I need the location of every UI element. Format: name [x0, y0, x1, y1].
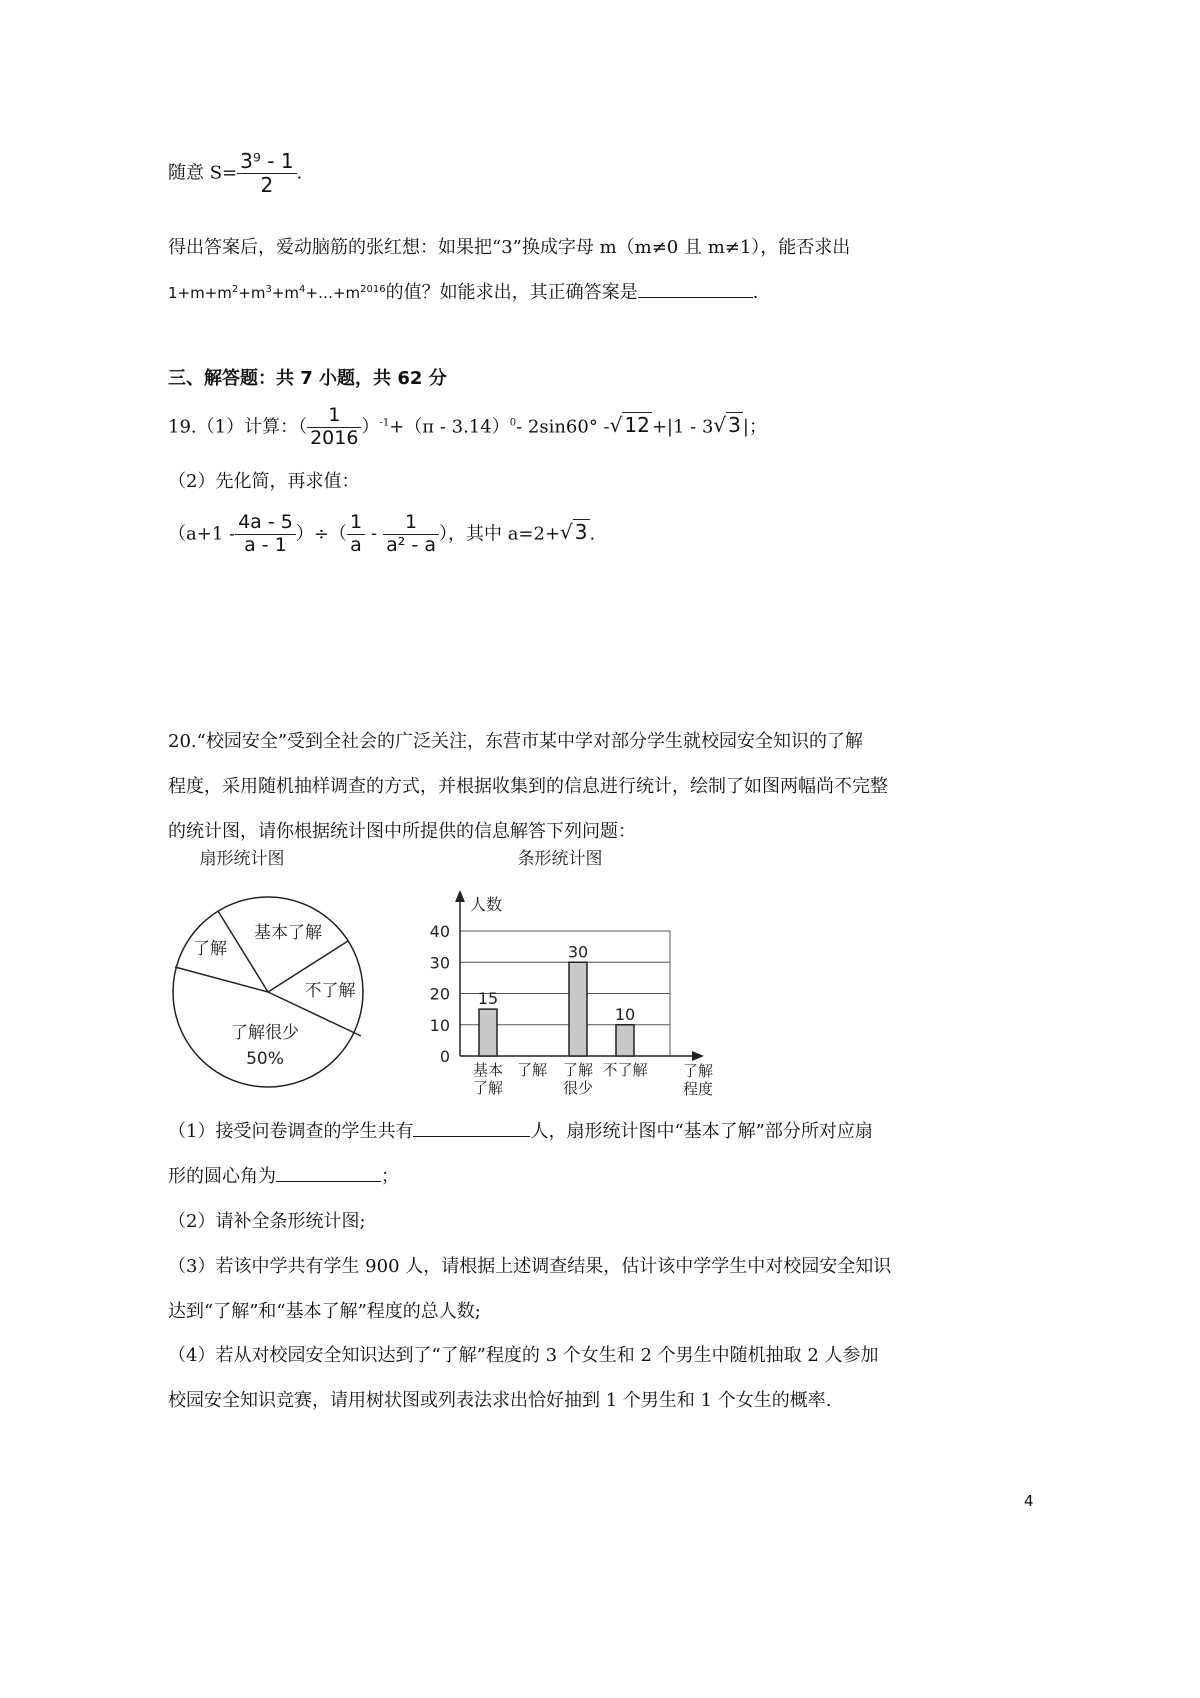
bar-x-axis-arrow [692, 1051, 704, 1061]
q20-sub3-line1: （3）若该中学共有学生 900 人，请根据上述调查结果，估计该中学学生中对校园安全知识 [168, 1256, 892, 1277]
expr-part: （a+1 - [168, 523, 236, 545]
bar-y-axis-arrow [455, 890, 465, 902]
bar-chart [430, 890, 713, 1098]
series-sup: 3 [265, 284, 272, 295]
series-part: +m [238, 284, 266, 302]
sqrt-3: √ 3 [560, 520, 588, 545]
q20-sub1-line2 [168, 1162, 399, 1188]
bar-x-axis-label: 了解 [682, 1062, 714, 1080]
q20-sub4-line2: 校园安全知识竞赛，请用树状图或列表法求出恰好抽到 1 个男生和 1 个女生的概率. [168, 1390, 832, 1411]
s-prefix: 随意 S= [168, 162, 238, 184]
series-expression [168, 284, 386, 302]
bar-category-label: 基本 [472, 1061, 504, 1079]
bar-category-label: 了解 [516, 1061, 548, 1079]
series-part: 1+m+m [168, 284, 232, 302]
radicand: 3 [574, 520, 588, 545]
page-number: 4 [1024, 1492, 1034, 1510]
bar-category-label: 不了解 [602, 1061, 648, 1079]
s-fraction-denominator: 2 [260, 173, 274, 197]
q18-end: . [752, 282, 759, 303]
q19-frac-den: 2016 [310, 426, 359, 449]
q18-line3 [168, 278, 758, 304]
q20-sub3-line2: 达到“了解”和“基本了解”程度的总人数; [168, 1301, 481, 1322]
pie-title: 扇形统计图 [199, 849, 285, 869]
bar-category-label: 了解 [562, 1061, 594, 1079]
bar-y-tick-label: 30 [429, 953, 450, 973]
q18-question: 的值？如能求出，其正确答案是 [385, 282, 638, 303]
q19-label: 19.（1）计算：（ [168, 416, 308, 438]
sub1-text: （1）接受问卷调查的学生共有 [168, 1121, 414, 1142]
q19-term: +（π - 3.14） [389, 416, 510, 438]
charts-figure [170, 840, 730, 1100]
q19-frac-num: 1 [307, 405, 361, 428]
expr-fraction [347, 512, 365, 557]
expr-part: - [371, 523, 378, 545]
q20-sub1-line1 [168, 1117, 873, 1143]
answer-blank [413, 1135, 530, 1137]
pie-value-label: 50% [246, 1049, 284, 1069]
q20-sub4-line1: （4）若从对校园安全知识达到了“了解”程度的 3 个女生和 2 个男生中随机抽取 2 人参加 [168, 1345, 879, 1366]
expr-num: 1 [383, 512, 439, 535]
answer-blank [276, 1180, 381, 1182]
q20-line3: 的统计图，请你根据统计图中所提供的信息解答下列问题： [168, 821, 636, 842]
bar [569, 962, 587, 1056]
sqrt-12: √ 12 [609, 413, 650, 438]
section-title: 三、解答题：共 7 小题，共 62 分 [168, 368, 447, 389]
bar-data-label: 10 [614, 1004, 636, 1024]
q19-part1 [168, 405, 767, 450]
bar [616, 1025, 634, 1056]
expr-fraction [383, 512, 439, 557]
bar-y-tick-label: 0 [439, 1047, 450, 1066]
q19-part2: （2）先化简，再求值： [168, 471, 360, 492]
q19-paren: ） [361, 416, 380, 438]
bar-y-tick-label: 10 [429, 1015, 450, 1035]
series-part: +…+m [305, 284, 361, 302]
q19-term: - 2sin60° - [516, 416, 610, 438]
q20-sub2: （2）请补全条形统计图; [168, 1211, 366, 1232]
radicand: 12 [624, 413, 650, 438]
expr-end: . [589, 523, 596, 545]
s-end: . [296, 162, 303, 184]
expr-den: a² - a [386, 533, 436, 556]
expr-num: 4a - 5 [235, 512, 296, 535]
series-sup: 2 [231, 284, 239, 295]
sub1-text: 形的圆心角为 [168, 1166, 276, 1187]
q19-exp: 0 [509, 417, 517, 429]
q19-term: +|1 - 3 [651, 416, 714, 438]
bar-y-axis-label: 人数 [470, 895, 503, 914]
series-sup: 4 [299, 284, 306, 295]
s-formula-line [168, 150, 302, 197]
pie-label: 了解 [193, 939, 227, 959]
bar [479, 1009, 497, 1056]
bar-y-tick-label: 40 [429, 922, 450, 941]
bar-x-axis-label: 程度 [682, 1080, 714, 1098]
q19-term: |； [742, 416, 767, 438]
expr-den: a - 1 [244, 533, 287, 556]
expr-part: ），其中 a=2+ [438, 523, 561, 545]
expr-num: 1 [347, 512, 365, 535]
expr-fraction [235, 512, 296, 557]
bar-category-label: 很少 [562, 1079, 594, 1097]
q18-line2: 得出答案后，爱动脑筋的张红想：如果把“3”换成字母 m（m≠0 且 m≠1），能否求出 [168, 237, 851, 258]
sub1-text: 人，扇形统计图中“基本了解”部分所对应扇 [530, 1121, 873, 1142]
sub1-text: ； [381, 1166, 399, 1187]
expr-part: ）÷（ [295, 523, 347, 545]
s-fraction [237, 150, 296, 197]
bar-data-label: 15 [477, 989, 499, 1009]
pie-label: 不了解 [304, 981, 356, 1001]
q19-exp: -1 [379, 417, 390, 429]
series-sup: 2016 [360, 284, 386, 295]
bar-category-label: 了解 [472, 1079, 504, 1097]
s-fraction-numerator: 3⁹ - 1 [237, 150, 296, 174]
bar-title: 条形统计图 [517, 849, 603, 869]
q19-fraction [307, 405, 361, 450]
sqrt-3: √ 3 [713, 413, 741, 438]
bar-data-label: 30 [567, 942, 589, 962]
pie-label: 了解很少 [231, 1023, 299, 1043]
radicand: 3 [728, 413, 741, 438]
pie-label: 基本了解 [254, 923, 322, 943]
expr-den: a [350, 533, 362, 556]
series-part: +m [271, 284, 300, 302]
q20-line1: 20.“校园安全”受到全社会的广泛关注，东营市某中学对部分学生就校园安全知识的了解 [168, 731, 864, 752]
answer-blank [638, 296, 753, 298]
bar-y-tick-label: 20 [429, 984, 450, 1004]
q20-line2: 程度，采用随机抽样调查的方式，并根据收集到的信息进行统计，绘制了如图两幅尚不完整 [168, 776, 888, 797]
q19-expression [168, 512, 595, 557]
